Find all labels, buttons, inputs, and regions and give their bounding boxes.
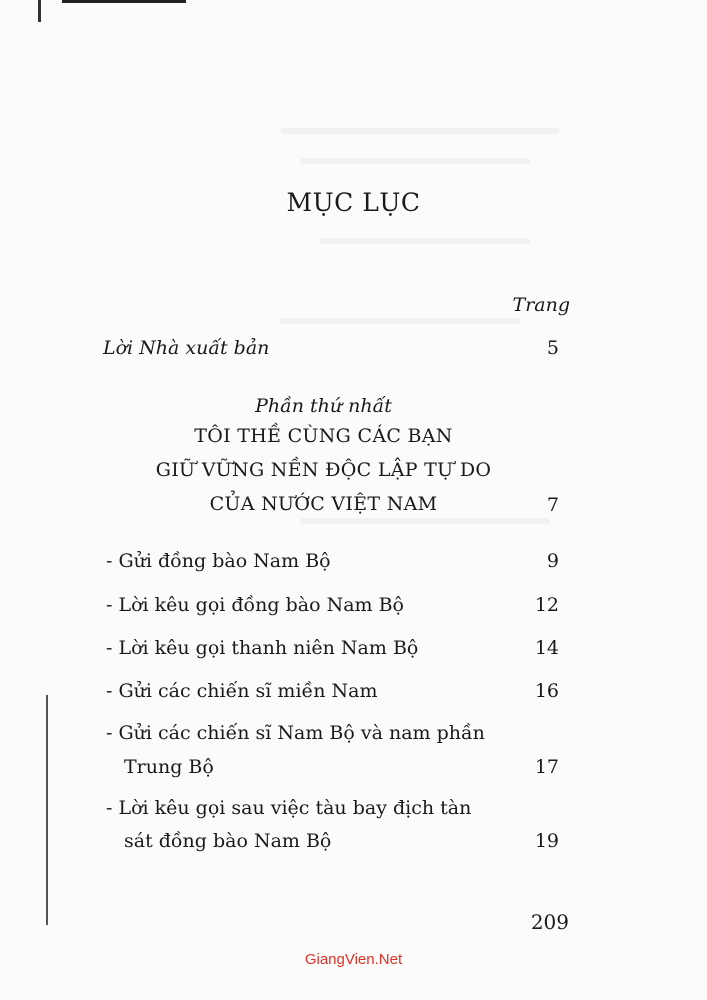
toc-entry-label: - Gửi các chiến sĩ Nam Bộ và nam phần — [106, 722, 485, 744]
toc-entry-label: - Lời kêu gọi thanh niên Nam Bộ — [106, 637, 419, 659]
scan-edge-mark — [38, 0, 41, 22]
toc-entry-page: 16 — [534, 680, 559, 702]
toc-entry-page: 5 — [546, 337, 559, 359]
toc-entry-page: 19 — [534, 830, 559, 852]
scan-edge-bar — [62, 0, 186, 3]
bleed-through-shadow — [300, 158, 530, 164]
page-number: 209 — [530, 910, 569, 934]
part-title-line-3: CỦA NƯỚC VIỆT NAM — [209, 493, 438, 515]
bleed-through-shadow — [280, 128, 560, 134]
toc-entry-label-continued: sát đồng bào Nam Bộ — [124, 830, 332, 852]
toc-entry-label: Lời Nhà xuất bản — [103, 337, 270, 359]
toc-entry-page: 14 — [534, 637, 559, 659]
bleed-through-shadow — [320, 238, 530, 244]
toc-entry-page: 7 — [546, 494, 559, 516]
scan-binding-line — [46, 695, 48, 925]
toc-entry-label: - Lời kêu gọi đồng bào Nam Bộ — [106, 594, 404, 616]
toc-entry-label: - Lời kêu gọi sau việc tàu bay địch tàn — [106, 797, 472, 819]
part-label: Phần thứ nhất — [255, 395, 392, 417]
toc-entry-page: 17 — [534, 756, 559, 778]
page-title: MỤC LỤC — [286, 188, 421, 217]
page-column-label: Trang — [512, 294, 570, 316]
part-title-line-1: TÔI THỀ CÙNG CÁC BẠN — [194, 425, 453, 447]
toc-entry-label: - Gửi các chiến sĩ miền Nam — [106, 680, 378, 702]
toc-entry-label-continued: Trung Bộ — [124, 756, 214, 778]
watermark-link[interactable]: GiangVien.Net — [304, 951, 403, 968]
bleed-through-shadow — [280, 318, 520, 324]
toc-entry-label: - Gửi đồng bào Nam Bộ — [106, 550, 331, 572]
toc-entry-page: 9 — [546, 550, 559, 572]
toc-entry-page: 12 — [534, 594, 559, 616]
bleed-through-shadow — [300, 518, 550, 524]
part-title-line-2: GIỮ VỮNG NỀN ĐỘC LẬP TỰ DO — [155, 459, 492, 481]
